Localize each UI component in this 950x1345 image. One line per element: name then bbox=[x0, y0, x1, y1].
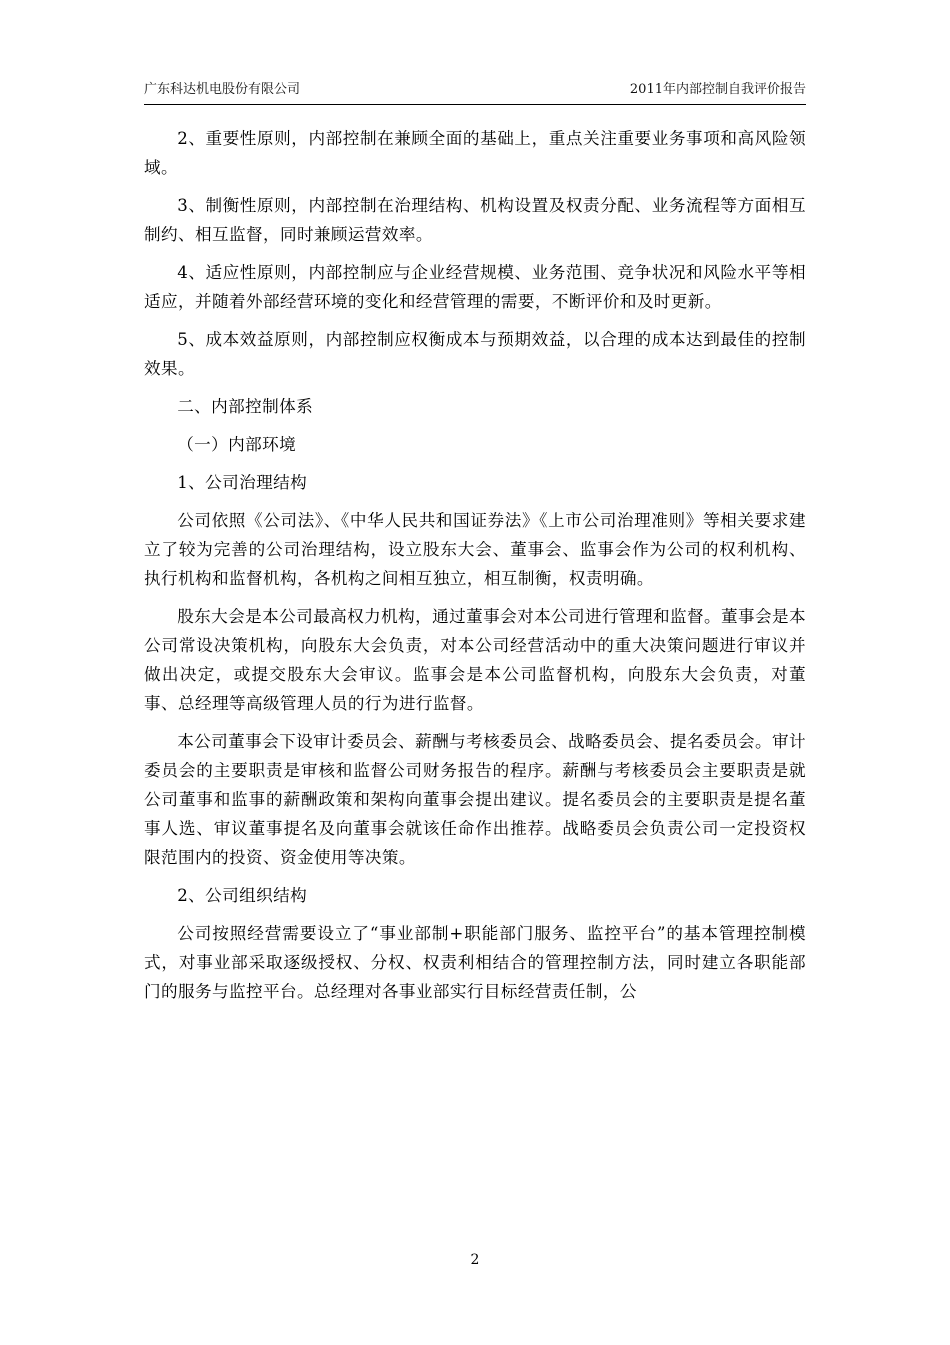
section-heading-internal-control-system: 二、内部控制体系 bbox=[177, 397, 314, 416]
paragraph-shareholders-board: 股东大会是本公司最高权力机构，通过董事会对本公司进行管理和监督。董事会是本公司常设决策机构，向股东大会负责，对本公司经营活动中的重大决策问题进行审议并做出决定，或提交股东大会审议。监事会是本公司监督机构，向股东大会负责，对董事、总经理等高级管理人员的行为进行监督。 bbox=[144, 607, 806, 713]
item-heading-governance-structure: 1、公司治理结构 bbox=[177, 473, 308, 492]
page-header bbox=[144, 80, 806, 100]
header-divider bbox=[144, 104, 806, 105]
header-report-title: 2011年内部控制自我评价报告 bbox=[629, 82, 806, 97]
paragraph-checks-balances-principle: 3、制衡性原则，内部控制在治理结构、机构设置及权责分配、业务流程等方面相互制约、相互监督，同时兼顾运营效率。 bbox=[144, 196, 806, 244]
paragraph-cost-benefit-principle: 5、成本效益原则，内部控制应权衡成本与预期效益，以合理的成本达到最佳的控制效果。 bbox=[144, 330, 806, 378]
subsection-heading-internal-environment: （一）内部环境 bbox=[177, 435, 297, 454]
item-heading-organization-structure: 2、公司组织结构 bbox=[177, 886, 308, 905]
paragraph-importance-principle: 2、重要性原则，内部控制在兼顾全面的基础上，重点关注重要业务事项和高风险领域。 bbox=[144, 129, 806, 177]
document-body bbox=[144, 124, 806, 1015]
paragraph-board-committees: 本公司董事会下设审计委员会、薪酬与考核委员会、战略委员会、提名委员会。审计委员会的主要职责是审核和监督公司财务报告的程序。薪酬与考核委员会主要职责是就公司董事和监事的薪酬政策和架构向董事会提出建议。提名委员会的主要职责是提名董事人选、审议董事提名及向董事会就该任命作出推荐。战略委员会负责公司一定投资权限范围内的投资、资金使用等决策。 bbox=[144, 732, 806, 867]
paragraph-adaptability-principle: 4、适应性原则，内部控制应与企业经营规模、业务范围、竞争状况和风险水平等相适应，并随着外部经营环境的变化和经营管理的需要，不断评价和及时更新。 bbox=[144, 263, 806, 311]
header-company-name: 广东科达机电股份有限公司 bbox=[144, 82, 301, 97]
paragraph-organization-structure: 公司按照经营需要设立了“事业部制+职能部门服务、监控平台”的基本管理控制模式，对事业部采取逐级授权、分权、权责利相结合的管理控制方法，同时建立各职能部门的服务与监控平台。总经理对各事业部实行目标经营责任制，公 bbox=[144, 924, 806, 1001]
paragraph-governance-structure: 公司依照《公司法》、《中华人民共和国证券法》《上市公司治理准则》等相关要求建立了较为完善的公司治理结构，设立股东大会、董事会、监事会作为公司的权利机构、执行机构和监督机构，各机构之间相互独立，相互制衡，权责明确。 bbox=[144, 511, 806, 588]
page-number: 2 bbox=[470, 1252, 480, 1268]
